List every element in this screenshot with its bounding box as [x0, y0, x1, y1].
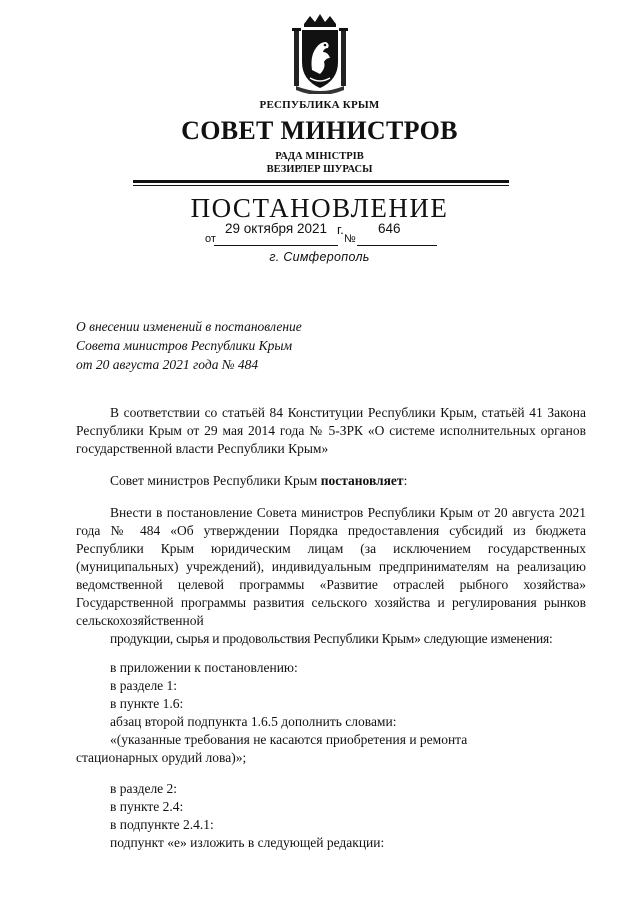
document-type: ПОСТАНОВЛЕНИЕ	[190, 193, 449, 223]
header-divider-thin	[133, 185, 509, 186]
city: г. Симферополь	[269, 250, 370, 264]
quoted-addition: «(указанные требования не касаются приобретения и ремонта	[110, 732, 468, 747]
amendment-list	[76, 659, 586, 767]
amendment-list	[110, 780, 586, 852]
resolution-paragraph	[76, 472, 586, 490]
subject-line: О внесении изменений в постановление	[76, 319, 302, 334]
year-suffix: г.	[337, 222, 344, 237]
preamble-paragraph: В соответствии со статьёй 84 Конституции Республики Крым, статьёй 41 Закона Республики Крым от 29 мая 2014 года № 5-ЗРК «О системе исполнительных органов государственной власти Республики Крым»	[76, 405, 586, 456]
council-translations	[0, 150, 639, 176]
list-item: абзац второй подпункта 1.6.5 дополнить словами:	[110, 714, 397, 729]
date-underline	[214, 245, 338, 246]
resolution-keyword: постановляет	[320, 473, 404, 488]
number-label: №	[344, 233, 356, 245]
amendment-text-last-line: продукции, сырья и продовольствия Республики Крым» следующие изменения:	[110, 631, 553, 646]
number-underline	[357, 245, 437, 246]
council-name-ukrainian: РАДА МІНІСТРІВ	[275, 151, 364, 162]
amendment-paragraph	[76, 504, 586, 648]
list-item: в пункте 1.6:	[110, 696, 184, 711]
council-name: СОВЕТ МИНИСТРОВ	[181, 116, 458, 145]
list-item: в приложении к постановлению:	[110, 660, 298, 675]
document-subject	[76, 317, 376, 374]
list-item: подпункт «е» изложить в следующей редакции:	[110, 835, 385, 850]
list-item: в разделе 1:	[110, 678, 178, 693]
date-number-line	[205, 221, 437, 247]
resolution-suffix: :	[403, 473, 408, 488]
council-name-crimean-tatar: ВЕЗИРЛЕР ШУРАСЫ	[266, 164, 373, 175]
republic-name: РЕСПУБЛИКА КРЫМ	[259, 99, 380, 111]
header-divider-thick	[133, 180, 509, 183]
from-label: от	[205, 233, 216, 245]
document-date: 29 октября 2021	[225, 221, 328, 236]
resolution-prefix: Совет министров Республики Крым	[110, 473, 321, 488]
quoted-addition-continuation: стационарных орудий лова)»;	[76, 750, 247, 765]
document-number: 646	[378, 221, 401, 236]
amendment-text: Внести в постановление Совета министров Республики Крым от 20 августа 2021 года № 484 «Об утверждении Порядка предоставления субсидий из бюджета Республики Крым юридическим лицам (за исключением государственных (муниципальных) учреждений), индивидуальным предпринимателям на реализацию ведомственной целевой программы «Развитие отраслей рыбного хозяйства» Государственной программы развития сельского хозяйства и регулирования рынков сельскохозяйственной	[76, 505, 586, 628]
coat-of-arms-icon	[290, 12, 350, 94]
subject-line: от 20 августа 2021 года № 484	[76, 357, 259, 372]
list-item: в разделе 2:	[110, 781, 178, 796]
list-item: в подпункте 2.4.1:	[110, 817, 214, 832]
list-item: в пункте 2.4:	[110, 799, 184, 814]
subject-line: Совета министров Республики Крым	[76, 338, 293, 353]
